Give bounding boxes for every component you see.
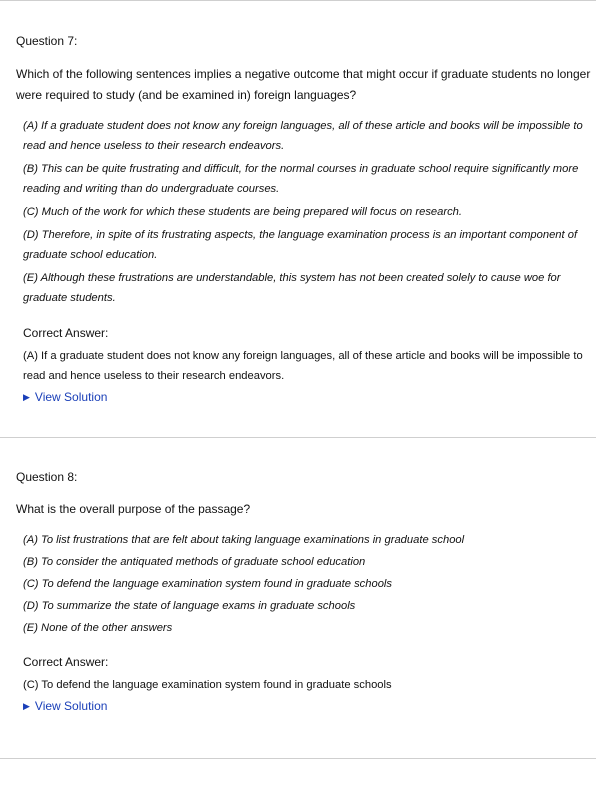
question-stem: Which of the following sentences implies a negative outcome that might occur if graduate students no longer were required to study (and be examined in) foreign languages? <box>16 67 591 102</box>
question-label: Question 8: <box>16 470 78 484</box>
choice-c: (C) To defend the language examination system found in graduate schools <box>23 578 393 590</box>
question-stem: What is the overall purpose of the passage? <box>16 502 251 516</box>
view-solution-label: View Solution <box>34 699 108 713</box>
play-triangle-icon: ▶ <box>23 392 30 402</box>
question-7 <box>16 32 594 406</box>
correct-answer-text: (A) If a graduate student does not know any foreign languages, all of these article and books will be impossible to read and hence useless to their research endeavors. <box>23 350 583 382</box>
question-label: Question 7: <box>16 34 78 48</box>
top-divider <box>0 0 596 1</box>
correct-answer-text: (C) To defend the language examination system found in graduate schools <box>23 679 392 691</box>
question-divider <box>0 437 596 438</box>
choice-e: (E) None of the other answers <box>23 622 173 634</box>
choice-d: (D) Therefore, in spite of its frustrating aspects, the language examination process is an important component of graduate school education. <box>23 229 578 261</box>
choice-list <box>16 530 594 638</box>
choice-list <box>16 116 594 308</box>
choice-a: (A) To list frustrations that are felt about taking language examinations in graduate school <box>23 534 465 546</box>
correct-answer-label: Correct Answer: <box>23 655 109 669</box>
question-8 <box>16 468 594 715</box>
choice-d: (D) To summarize the state of language exams in graduate schools <box>23 600 356 612</box>
choice-a: (A) If a graduate student does not know any foreign languages, all of these article and books will be impossible to read and hence useless to their research endeavors. <box>23 120 583 152</box>
view-solution-label: View Solution <box>34 390 108 404</box>
view-solution-link[interactable] <box>23 697 107 715</box>
play-triangle-icon: ▶ <box>23 701 30 711</box>
view-solution-link[interactable] <box>23 388 107 406</box>
choice-e: (E) Although these frustrations are understandable, this system has not been created solely to cause woe for graduate students. <box>23 272 561 304</box>
correct-answer-label: Correct Answer: <box>23 326 109 340</box>
choice-c: (C) Much of the work for which these students are being prepared will focus on research. <box>23 206 463 218</box>
choice-b: (B) This can be quite frustrating and difficult, for the normal courses in graduate school require significantly more reading and writing than do undergraduate courses. <box>23 163 579 195</box>
bottom-divider <box>0 758 596 759</box>
choice-b: (B) To consider the antiquated methods of graduate school education <box>23 556 366 568</box>
